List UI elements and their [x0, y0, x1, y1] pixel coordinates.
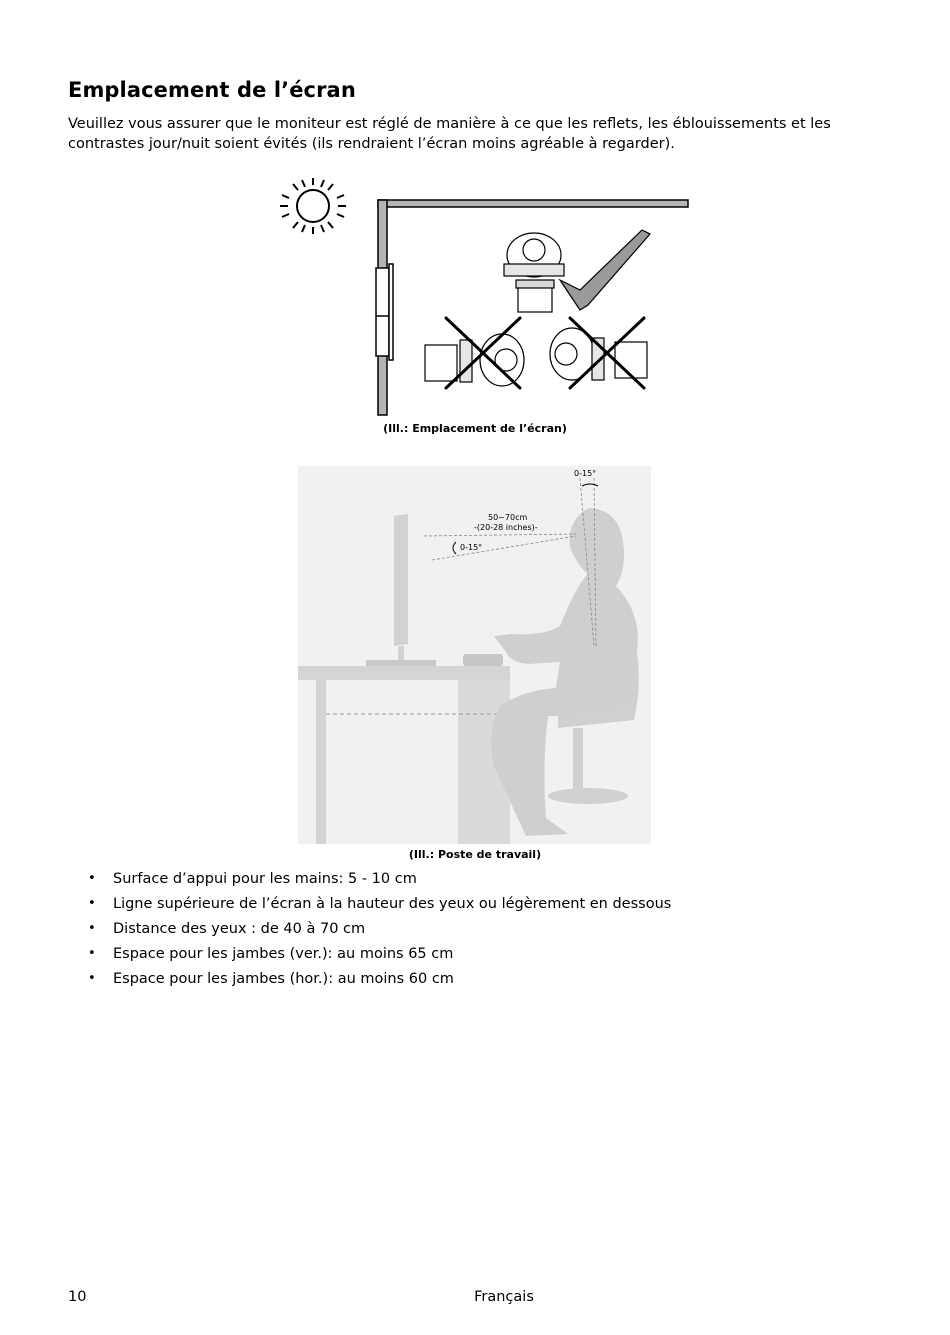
requirements-list — [88, 868, 671, 993]
correct-position — [504, 233, 564, 312]
distance-label: 50~70cm — [488, 513, 528, 522]
page-title: Emplacement de l’écran — [68, 78, 356, 102]
list-item: • Distance des yeux : de 40 à 70 cm — [88, 918, 671, 943]
list-item: • Ligne supérieure de l’écran à la hauteur des yeux ou légèrement en dessous — [88, 893, 671, 918]
list-item: • Surface d’appui pour les mains: 5 - 10 cm — [88, 868, 671, 893]
checkmark-icon — [560, 230, 650, 310]
keyboard — [463, 654, 503, 666]
intro-paragraph: Veuillez vous assurer que le moniteur est réglé de manière à ce que les reflets, les éblouissements et les contrastes jour/nuit soient évités (ils rendraient l’écran moins agréable à regarder). — [68, 116, 831, 152]
page-number: 10 — [68, 1289, 87, 1305]
figure-workstation — [298, 466, 651, 844]
view-angle-label: 0-15° — [460, 543, 483, 552]
figure-caption: (Ill.: Poste de travail) — [408, 848, 542, 861]
head-angle-label: 0-15° — [574, 469, 597, 478]
sun-icon — [280, 178, 346, 234]
list-item: • Espace pour les jambes (ver.): au moins 65 cm — [88, 943, 671, 968]
list-item: • Espace pour les jambes (hor.): au moins 60 cm — [88, 968, 671, 993]
footer-language: Français — [474, 1289, 534, 1305]
figure-screen-placement — [270, 170, 700, 420]
figure-caption: (Ill.: Emplacement de l’écran) — [383, 422, 567, 435]
distance-inches-label: -(20-28 inches)- — [474, 523, 538, 532]
wrong-position-right — [550, 328, 647, 380]
